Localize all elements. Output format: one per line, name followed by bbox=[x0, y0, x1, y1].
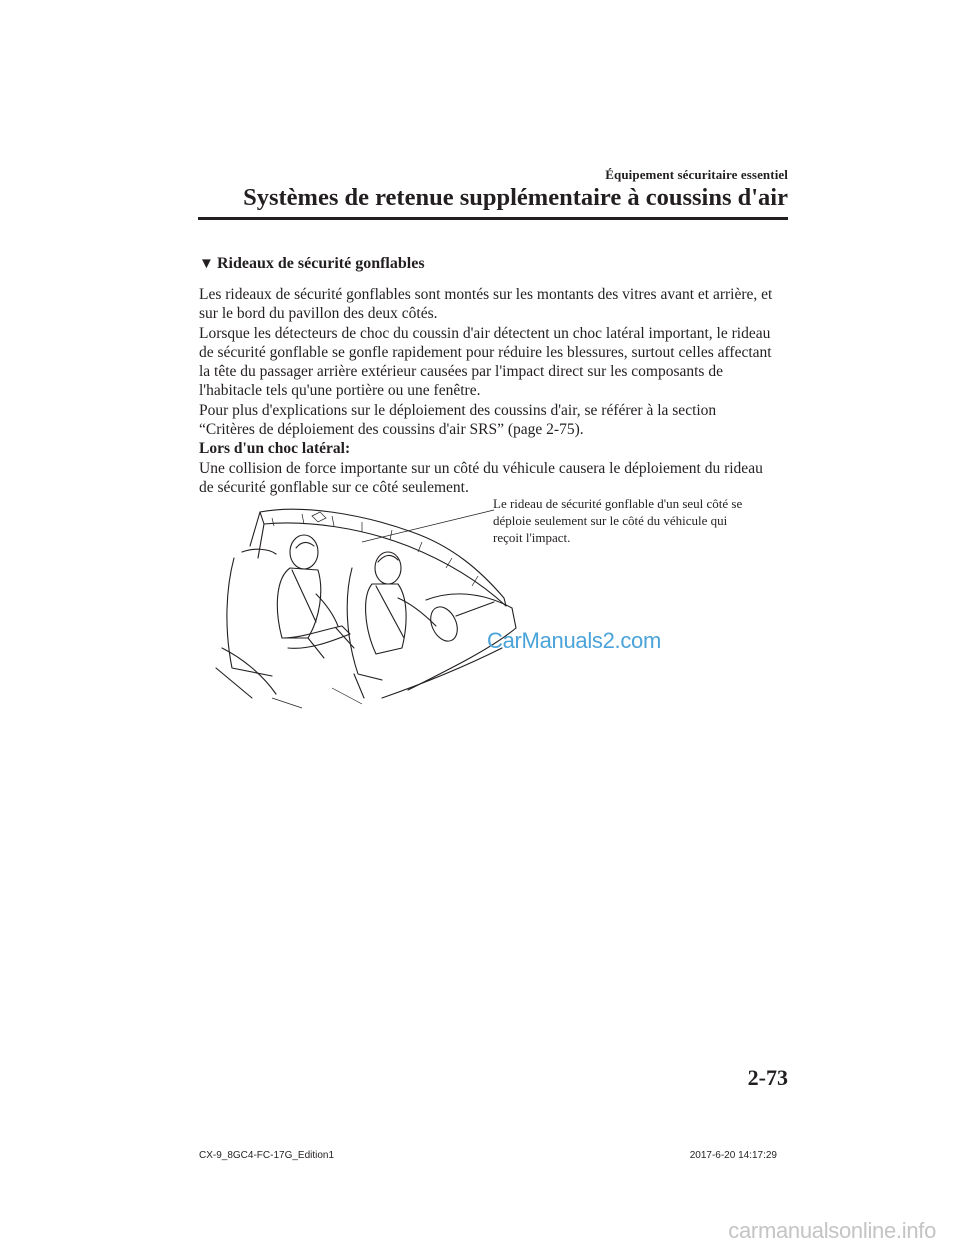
caption-line: Le rideau de sécurité gonflable d'un seul côté se bbox=[493, 496, 743, 511]
header-section-label: Équipement sécuritaire essentiel bbox=[605, 167, 788, 182]
caption-line: déploie seulement sur le côté du véhicule qui bbox=[493, 513, 728, 528]
section-heading-text: Rideaux de sécurité gonflables bbox=[217, 255, 425, 272]
body-line: l'habitacle tels qu'une portière ou une fenêtre. bbox=[199, 382, 481, 400]
body-line: “Critères de déploiement des coussins d'air SRS” (page 2-75). bbox=[199, 421, 584, 439]
footer-document-id: CX-9_8GC4-FC-17G_Edition1 bbox=[199, 1150, 335, 1161]
site-watermark: carmanualsonline.info bbox=[728, 1218, 936, 1243]
body-line: Une collision de force importante sur un côté du véhicule causera le déploiement du rideau bbox=[199, 459, 763, 477]
body-line: Les rideaux de sécurité gonflables sont montés sur les montants des vitres avant et arrière, et bbox=[199, 286, 773, 303]
section-heading bbox=[199, 255, 425, 273]
body-line: Lorsque les détecteurs de choc du coussin d'air détectent un choc latéral important, le rideau bbox=[199, 324, 771, 342]
footer-timestamp: 2017-6-20 14:17:29 bbox=[689, 1150, 777, 1161]
caption-line: reçoit l'impact. bbox=[493, 530, 571, 545]
figure-caption bbox=[493, 495, 793, 546]
body-line: de sécurité gonflable sur ce côté seulement. bbox=[199, 478, 469, 496]
body-line: sur le bord du pavillon des deux côtés. bbox=[199, 305, 438, 323]
page-title: Systèmes de retenue supplémentaire à coussins d'air bbox=[243, 184, 788, 211]
header-divider bbox=[198, 217, 788, 220]
body-line: la tête du passager arrière extérieur causées par l'impact direct sur les composants de bbox=[199, 363, 723, 381]
triangle-marker-icon: ▼ bbox=[199, 256, 214, 272]
subheading-side-impact: Lors d'un choc latéral: bbox=[199, 440, 351, 458]
curtain-airbag-illustration bbox=[212, 498, 522, 710]
body-line: de sécurité gonflable se gonfle rapidement pour réduire les blessures, surtout celles affectant bbox=[199, 343, 772, 361]
figure-watermark: CarManuals2.com bbox=[487, 628, 662, 653]
body-line: Pour plus d'explications sur le déploiement des coussins d'air, se référer à la section bbox=[199, 401, 717, 419]
body-text bbox=[199, 285, 799, 497]
page-number: 2-73 bbox=[747, 1065, 788, 1090]
